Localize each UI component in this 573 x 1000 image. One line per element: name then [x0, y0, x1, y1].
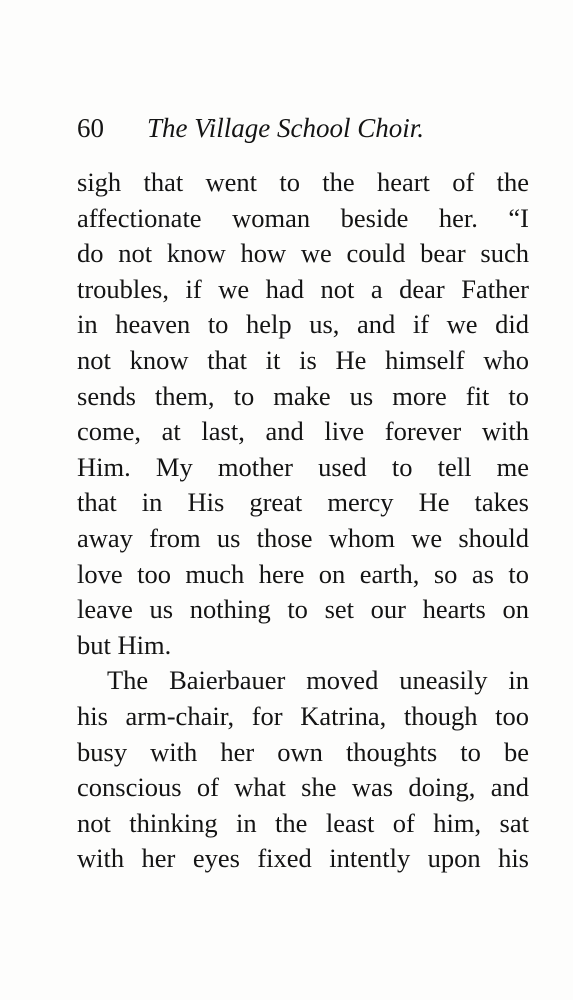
text-line: not thinking in the least of him, sat	[77, 807, 529, 838]
text-line: busy with her own thoughts to be	[77, 736, 529, 767]
text-line: not know that it is He himself who	[77, 344, 529, 375]
text-line: conscious of what she was doing, and	[77, 772, 529, 803]
page-body	[77, 165, 529, 877]
text-line: affectionate woman beside her. “I	[77, 202, 529, 233]
text-line: in heaven to help us, and if we did	[77, 309, 529, 340]
text-line: sends them, to make us more fit to	[77, 380, 529, 411]
text-line: The Baierbauer moved uneasily in	[107, 665, 529, 696]
text-line: love too much here on earth, so as to	[77, 558, 529, 589]
page-header	[77, 110, 527, 146]
text-line: come, at last, and live forever with	[77, 416, 529, 447]
text-line: with her eyes fixed intently upon his	[77, 843, 529, 874]
text-line: do not know how we could bear such	[77, 238, 529, 269]
paragraph-1	[77, 165, 529, 663]
text-line: away from us those whom we should	[77, 522, 529, 553]
paragraph-2	[77, 663, 529, 877]
text-line: that in His great mercy He takes	[77, 487, 529, 518]
text-line: sigh that went to the heart of the	[77, 167, 529, 197]
page-number: 60	[77, 113, 104, 143]
text-line: troubles, if we had not a dear Father	[77, 273, 529, 304]
text-line: leave us nothing to set our hearts on	[77, 594, 529, 625]
running-title: The Village School Choir.	[147, 113, 424, 143]
text-line: but Him.	[77, 629, 172, 660]
text-line: his arm-chair, for Katrina, though too	[77, 700, 529, 731]
text-line: Him. My mother used to tell me	[77, 451, 529, 482]
